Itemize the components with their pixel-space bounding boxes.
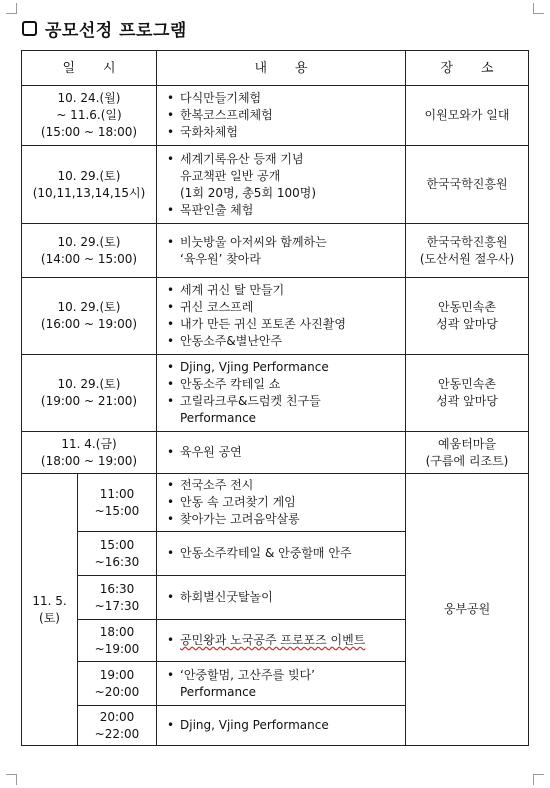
text-line: 한국국학진흥원 [426,177,508,191]
content-cell [157,474,406,532]
page-title [22,16,187,41]
bullet-icon: • [167,360,175,374]
text-line: 15:00 [99,537,135,552]
header-place: 장소 [406,51,529,86]
place-cell [406,432,529,474]
crop-mark-bottom-right [533,774,544,785]
text-line: (16:00 ~ 19:00) [40,317,138,331]
time-cell [78,620,157,662]
item-text: (1회 20명, 총5회 100명) [180,185,317,200]
item-text: 유교책판 일반 공개 [180,168,281,183]
item-text: 한복코스프레체험 [180,108,273,122]
text-line: (19:00 ~ 21:00) [40,394,138,408]
list-item [167,234,401,251]
item-text: 목판인출 체험 [180,202,254,217]
text-line: 안동민속촌 [438,300,496,314]
header-content: 내용 [157,51,406,86]
list-item [167,90,401,107]
header-date: 일시 [22,51,157,86]
list-item [167,667,401,684]
list-item [167,282,401,299]
item-text: 비눗방울 아저씨와 함께하는 [180,234,327,249]
bullet-icon: • [167,590,175,604]
item-text: 다식만들기체험 [180,91,262,105]
text-line: (도산서원 절우사) [419,251,515,266]
list-item [167,202,401,219]
content-cell [157,532,406,576]
item-text: 내가 만든 귀신 포토존 사진촬영 [180,317,346,331]
content-cell [157,224,406,278]
text-line: ~ 11.6.(일) [56,108,122,122]
date-cell [22,224,157,278]
text-line: (14:00 ~ 15:00) [40,251,138,266]
bullet-icon: • [167,667,175,682]
bullet-list [167,359,401,427]
list-item [167,632,401,649]
list-item [167,333,401,350]
table-row [22,474,529,532]
text-line: ~22:00 [94,726,140,741]
list-item [167,684,401,701]
item-text: 안동소주 칵테일 쇼 [180,377,281,391]
time-cell [78,706,157,746]
bullet-list [167,545,401,562]
item-text: 안동소주칵테일 & 안중할매 안주 [180,546,352,560]
bullet-icon: • [167,394,175,408]
content-cell [157,620,406,662]
place-cell [406,224,529,278]
bullet-icon: • [167,495,175,509]
place-cell [406,278,529,355]
text-line: 11. 4.(금) [61,436,117,451]
text-line: 10. 29.(토) [57,377,121,391]
item-text: 귀신 코스프레 [180,300,254,314]
text-line: 10. 29.(토) [57,234,121,249]
text-line: (구름에 리조트) [425,453,509,468]
text-line: 예움터마을 [438,436,496,451]
time-cell [78,662,157,706]
bullet-icon: • [167,151,175,166]
day-date-cell: 11. 5.(토) [22,474,78,746]
bullet-list [167,444,401,461]
text-line: 10. 29.(토) [57,168,121,183]
bullet-list [167,717,401,734]
list-item [167,717,401,734]
text-line: 19:00 [99,667,135,682]
bullet-icon: • [167,512,175,526]
text-line: 한국국학진흥원 [426,234,508,249]
text-line: 16:30 [99,581,135,596]
bullet-list [167,632,401,649]
time-cell [78,532,157,576]
checkbox-icon [22,21,37,36]
bullet-icon: • [167,202,175,217]
text-line: (18:00 ~ 19:00) [40,453,138,468]
content-cell [157,146,406,224]
list-item [167,316,401,333]
place-cell [406,355,529,432]
list-item [167,393,401,410]
day-place-cell: 웅부공원 [406,474,529,746]
date-cell [22,355,157,432]
item-text: 세계기록유산 등재 기념 [180,151,304,166]
text-line: 10. 29.(토) [57,300,121,314]
item-text: Djing, Vjing Performance [180,360,329,374]
list-item [167,124,401,141]
table-row [22,224,529,278]
bullet-icon: • [167,91,175,105]
list-item [167,477,401,494]
date-cell [22,432,157,474]
list-item [167,511,401,528]
time-cell [78,474,157,532]
text-line: ~19:00 [94,641,140,656]
schedule-table [21,50,529,746]
text-line: ~17:30 [94,598,140,613]
bullet-list [167,90,401,141]
list-item [167,168,401,185]
place-cell [406,146,529,224]
table-row [22,355,529,432]
bullet-icon: • [167,234,175,249]
date-cell [22,278,157,355]
bullet-icon: • [167,377,175,391]
item-text: Djing, Vjing Performance [180,718,329,732]
item-text: ‘육우원’ 찾아라 [180,251,261,266]
content-cell [157,86,406,146]
list-item [167,376,401,393]
bullet-icon: • [167,334,175,348]
text-line: 11:00 [99,486,135,501]
bullet-icon: • [167,283,175,297]
bullet-icon: • [167,125,175,139]
list-item [167,151,401,168]
bullet-list [167,589,401,606]
bullet-icon: • [167,633,175,647]
text-line: ~16:30 [94,554,140,569]
text-line: 안동민속촌 [438,377,496,391]
item-text: 하회별신굿탈놀이 [180,590,273,604]
list-item [167,359,401,376]
table-header-row [22,51,529,86]
crop-mark-bottom-left [6,774,17,785]
list-item [167,251,401,268]
list-item [167,107,401,124]
text-line: ~15:00 [94,503,140,518]
bullet-icon: • [167,317,175,331]
text-line: 18:00 [99,624,135,639]
bullet-list [167,234,401,268]
bullet-list [167,667,401,701]
bullet-icon: • [167,300,175,314]
bullet-icon: • [167,478,175,492]
list-item [167,410,401,427]
list-item [167,545,401,562]
text-line: 20:00 [99,709,135,724]
table-row [22,432,529,474]
time-cell [78,576,157,620]
table-row [22,278,529,355]
list-item [167,299,401,316]
crop-mark-top-right [533,3,544,14]
text-line: 성곽 앞마당 [436,317,498,331]
table-row [22,146,529,224]
text-line: (15:00 ~ 18:00) [40,125,138,139]
list-item [167,589,401,606]
content-cell [157,355,406,432]
date-cell [22,86,157,146]
list-item [167,494,401,511]
bullet-icon: • [167,718,175,732]
text-line: 10. 24.(월) [57,91,121,105]
item-text: 고릴라크루&드럼켓 친구들 [180,394,321,408]
item-text: 국화차체험 [180,125,238,139]
item-text: 안동소주&별난안주 [180,334,283,348]
list-item [167,185,401,202]
date-cell [22,146,157,224]
item-text: 공민왕과 노국공주 프로포즈 이벤트 [180,633,366,647]
bullet-list [167,282,401,350]
item-text: ‘안중할멈, 고산주를 빚다’ [180,667,315,682]
bullet-list [167,477,401,528]
content-cell [157,278,406,355]
item-text: 전국소주 전시 [180,478,254,492]
crop-mark-top-left [6,3,17,14]
item-text: 안동 속 고려찾기 게임 [180,495,296,509]
text-line: (10,11,13,14,15시) [32,185,146,200]
bullet-icon: • [167,108,175,122]
place-cell [406,86,529,146]
content-cell [157,662,406,706]
content-cell [157,432,406,474]
text-line: ~20:00 [94,684,140,699]
content-cell [157,706,406,746]
item-text: 육우원 공연 [180,445,242,459]
list-item [167,444,401,461]
content-cell [157,576,406,620]
item-text: 세계 귀신 탈 만들기 [180,283,285,297]
item-text: 찾아가는 고려음악살롱 [180,512,300,526]
title-text: 공모선정 프로그램 [45,21,187,41]
bullet-list [167,151,401,219]
text-line: 이원모와가 일대 [424,108,510,122]
item-text: Performance [180,684,257,699]
bullet-icon: • [167,445,175,459]
table-row [22,86,529,146]
item-text: Performance [180,411,257,425]
bullet-icon: • [167,546,175,560]
text-line: 성곽 앞마당 [436,394,498,408]
